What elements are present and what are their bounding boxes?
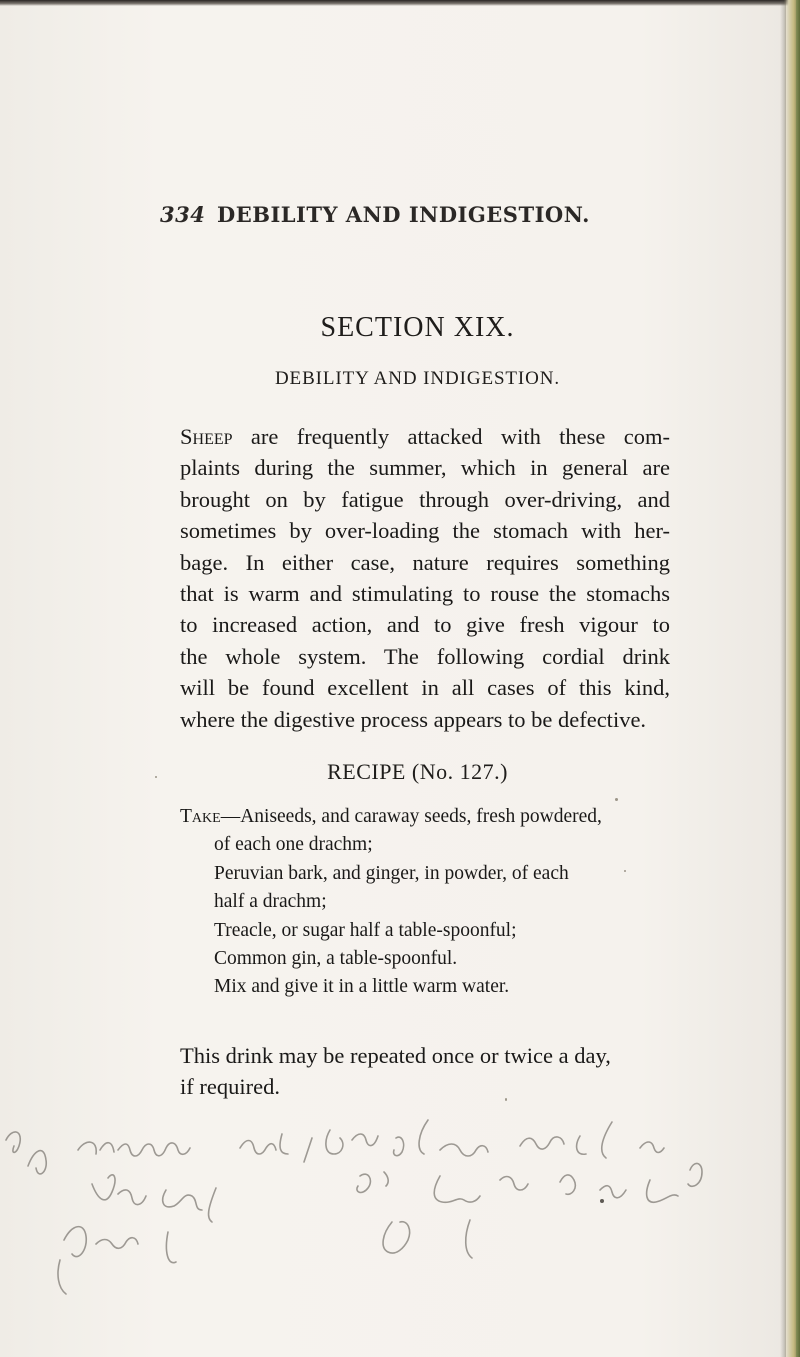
body-line: sometimes by over-loading the stomach with her- (180, 518, 670, 544)
pencil-stroke (28, 1151, 46, 1174)
recipe-line: Mix and give it in a little warm water. (214, 976, 510, 998)
pencil-stroke (419, 1120, 488, 1156)
pencil-stroke (118, 1143, 190, 1156)
body-line-text: are frequently attacked with these com- (232, 424, 670, 449)
pencil-stroke (304, 1130, 378, 1162)
pencil-stroke (92, 1175, 146, 1205)
paper-speck (600, 1199, 604, 1203)
body-line: to increased action, and to give fresh vigour to (180, 612, 670, 638)
section-subtitle: DEBILITY AND INDIGESTION. (274, 368, 561, 389)
pencil-stroke (6, 1132, 20, 1152)
pencil-stroke (240, 1134, 288, 1154)
recipe-line: Common gin, a table-spoonful. (214, 948, 458, 970)
pencil-stroke (466, 1220, 472, 1258)
closing-line: This drink may be repeated once or twice a day, (180, 1043, 611, 1068)
recipe-line: Peruvian bark, and ginger, in powder, of each (214, 862, 569, 884)
pencil-stroke (434, 1176, 528, 1202)
recipe-take-word: Take (180, 806, 221, 827)
body-first-word: Sheep (180, 424, 233, 449)
paper-speck (505, 1098, 507, 1101)
recipe-line (180, 803, 675, 831)
pencil-stroke (560, 1175, 626, 1198)
body-line: bage. In either case, nature requires something (180, 549, 670, 575)
body-line: plaints during the summer, which in general are (180, 455, 670, 481)
recipe-body (180, 803, 675, 1002)
running-title: DEBILITY AND INDIGESTION. (217, 202, 590, 227)
body-line: brought on by fatigue through over-driving, and (180, 486, 670, 512)
pencil-stroke (64, 1227, 138, 1257)
running-header (160, 202, 680, 232)
body-line: that is warm and stimulating to rouse the stomachs (180, 581, 670, 607)
paper-speck (624, 870, 626, 872)
body-paragraph (180, 421, 670, 735)
pencil-stroke (166, 1232, 176, 1263)
pencil-stroke (647, 1163, 702, 1202)
page-edge-tint (796, 0, 800, 1357)
recipe-line: of each one drachm; (214, 834, 373, 856)
recipe-line-text: —Aniseeds, and caraway seeds, fresh powdered, (220, 806, 602, 827)
pencil-stroke (357, 1172, 388, 1192)
pencil-stroke (602, 1122, 664, 1158)
pencil-stroke (394, 1137, 404, 1156)
closing-paragraph (180, 1040, 675, 1103)
pencil-stroke (383, 1222, 410, 1253)
recipe-line: half a drachm; (214, 891, 327, 913)
recipe-title: RECIPE (No. 127.) (327, 759, 508, 784)
closing-line: if required. (180, 1074, 280, 1100)
pencil-stroke (209, 1188, 216, 1222)
page-edge-shadow (780, 0, 786, 1357)
page-top-edge (0, 0, 800, 6)
body-line: where the digestive process appears to be defective. (180, 706, 647, 732)
paper-speck (615, 798, 618, 801)
handwritten-annotation (0, 1110, 790, 1310)
pencil-stroke (163, 1190, 202, 1210)
body-line: will be found excellent in all cases of this kind, (180, 675, 670, 701)
pencil-stroke (78, 1142, 114, 1154)
section-title: SECTION XIX. (320, 312, 515, 343)
body-line (180, 421, 670, 452)
pencil-stroke (520, 1136, 586, 1154)
body-line: the whole system. The following cordial drink (180, 643, 670, 669)
page-number: 334 (160, 202, 206, 227)
paper-speck (155, 776, 157, 778)
pencil-stroke (58, 1260, 66, 1294)
recipe-line: Treacle, or sugar half a table-spoonful; (214, 919, 517, 941)
